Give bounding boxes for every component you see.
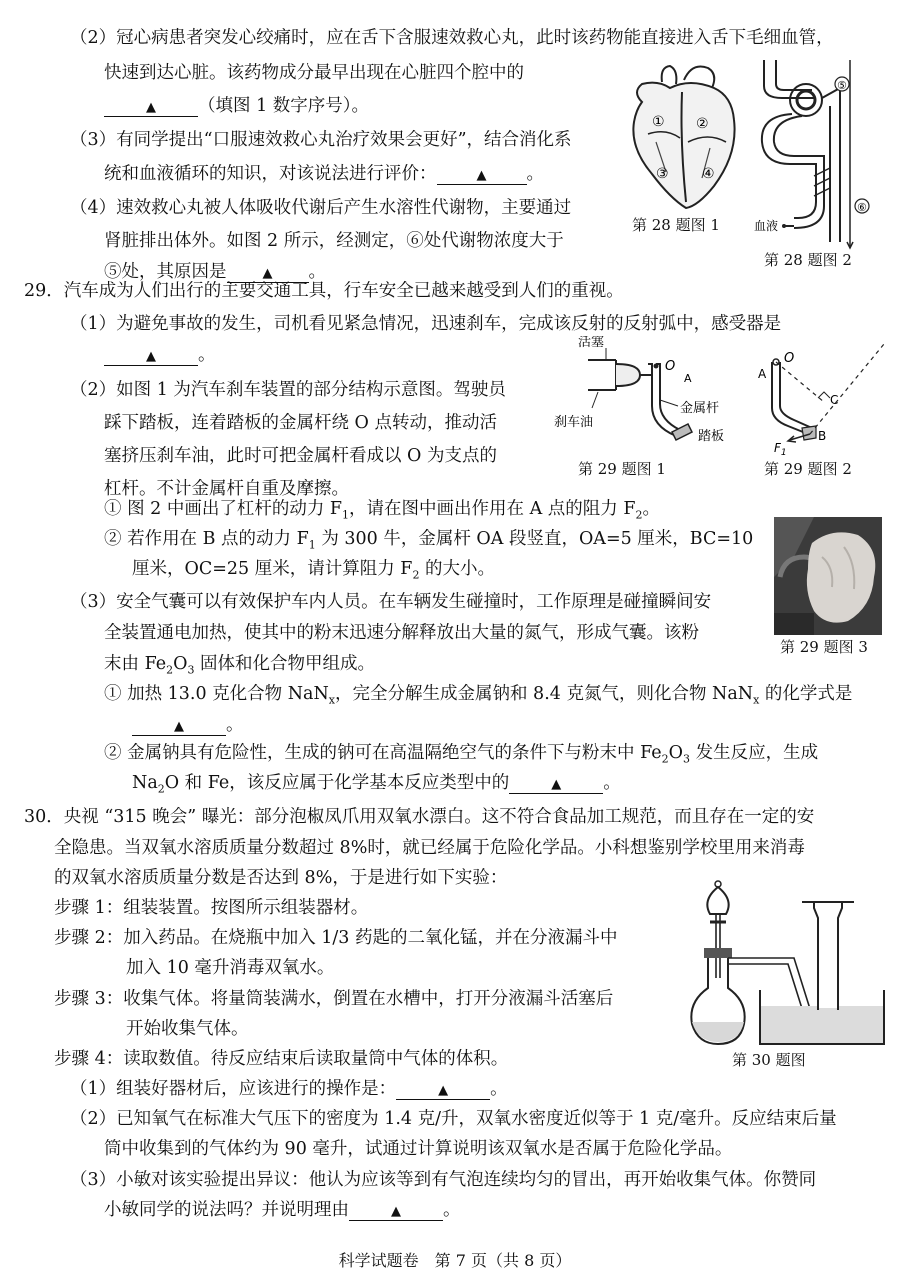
q28-p3-line2: 统和血液循环的知识，对该说法进行评价： ▲ 。	[104, 164, 544, 184]
q30-line2: 全隐患。当双氧水溶质质量分数超过 8%时，就已经属于危险化学品。小科想鉴别学校里用来消毒	[54, 838, 805, 858]
answer-blank[interactable]: ▲	[227, 266, 309, 283]
answer-blank[interactable]: ▲	[104, 349, 198, 366]
q30-step1: 步骤 1：组装装置。按图所示组装器材。	[54, 898, 369, 918]
lever-a-label: A	[758, 367, 767, 381]
lever-o-label: O	[784, 351, 795, 366]
q29-s1: ① 图 2 中画出了杠杆的动力 $F_1$，请在图中画出作用在 A 点的阻力 $F_2$。	[104, 499, 660, 522]
q28-p4-line3: ⑤处，其原因是 ▲ 。	[104, 262, 326, 282]
q29-p2-line2: 踩下踏板，连着踏板的金属杆绕 O 点转动，推动活	[104, 413, 497, 433]
answer-blank[interactable]: ▲	[349, 1204, 443, 1221]
piston-label: 活塞	[578, 336, 605, 350]
q30-line3: 的双氧水溶质质量分数是否达到 8%，于是进行如下实验：	[54, 868, 508, 888]
q30-step3-line2: 开始收集气体。	[126, 1019, 249, 1039]
brake-fluid-label: 刹车油	[554, 415, 594, 430]
q30-step2-line2: 加入 10 毫升消毒双氧水。	[126, 958, 335, 978]
q28-p3-line1: （3）有同学提出“口服速效救心丸治疗效果会更好”，结合消化系	[70, 130, 572, 150]
q29-fig2-caption: 第 29 题图 2	[764, 460, 852, 478]
q29-title: 29．汽车成为人们出行的主要交通工具，行车安全已越来越受到人们的重视。	[24, 281, 624, 301]
page-footer: 科学试题卷 第 7 页（共 8 页）	[338, 1251, 572, 1270]
q30-p2-line2: 筒中收集到的气体约为 90 毫升，试通过计算说明该双氧水是否属于危险化学品。	[104, 1139, 733, 1159]
answer-blank[interactable]: ▲	[437, 168, 527, 185]
lever-b-label: B	[818, 429, 827, 443]
q29-p3-s2-line1: ② 金属钠具有危险性，生成的钠可在高温隔绝空气的条件下与粉末中 $Fe_2O_3$ 发生反应，生成	[104, 743, 819, 766]
chamber-4-label: ④	[702, 166, 715, 182]
q29-fig3-caption: 第 29 题图 3	[780, 638, 868, 656]
chamber-2-label: ②	[696, 116, 709, 132]
q29-p3-line1: （3）安全气囊可以有效保护车内人员。在车辆发生碰撞时，工作原理是碰撞瞬间安	[70, 592, 712, 612]
q30-step3-line1: 步骤 3：收集气体。将量筒装满水，倒置在水槽中，打开分液漏斗活塞后	[54, 989, 614, 1009]
q29-p3-line2: 全装置通电加热，使其中的粉末迅速分解释放出大量的氮气，形成气囊。该粉	[104, 623, 699, 643]
q28-p2-line1: （2）冠心病患者突发心绞痛时，应在舌下含服速效救心丸，此时该药物能直接进入舌下毛细血管，	[70, 28, 834, 48]
q29-p3-s1-line1: ① 加热 13.0 克化合物 NaN$_x$，完全分解生成金属钠和 8.4 克氮气，则化合物 NaN$_x$ 的化学式是	[104, 684, 853, 707]
nephron-diagram	[754, 56, 882, 250]
q29-p1-line1: （1）为避免事故的发生，司机看见紧急情况，迅速刹车，完成该反射的反射弧中，感受器是	[70, 314, 782, 334]
answer-blank[interactable]: ▲	[104, 100, 198, 117]
q29-fig1-caption: 第 29 题图 1	[578, 460, 666, 478]
brake-diagram	[552, 336, 737, 454]
q28-p4-line2: 肾脏排出体外。如图 2 所示，经测定，⑥处代谢物浓度大于	[104, 231, 564, 251]
oxygen-apparatus-diagram	[688, 878, 888, 1046]
q28-p2-line2: 快速到达心脏。该药物成分最早出现在心脏四个腔中的	[104, 63, 524, 83]
lever-c-label: C	[830, 393, 839, 407]
metal-rod-label: 金属杆	[680, 401, 720, 416]
q29-p2-line4: 杠杆。不计金属杆自重及摩擦。	[104, 479, 349, 499]
q30-line1: 30．央视 “315 晚会” 曝光：部分泡椒凤爪用双氧水漂白。这不符合食品加工规范，而且存在一定的安	[24, 807, 815, 827]
q29-p1-line2: ▲ 。	[104, 343, 216, 367]
lever-diagram	[754, 344, 894, 456]
q29-p3-s1-line2: ▲ 。	[132, 713, 244, 737]
q29-p2-line3: 塞挤压刹车油，此时可把金属杆看成以 O 为支点的	[104, 446, 497, 466]
q30-p3-line2: 小敏同学的说法吗？并说明理由 ▲ 。	[104, 1200, 461, 1220]
point-5-label: ⑤	[837, 79, 847, 92]
q28-fig2-caption: 第 28 题图 2	[764, 251, 852, 269]
answer-blank[interactable]: ▲	[132, 719, 226, 736]
point-6-label: ⑥	[857, 201, 867, 214]
chamber-1-label: ①	[652, 114, 665, 130]
q29-p3-s2-line2: $Na_2O$ 和 Fe，该反应属于化学基本反应类型中的 ▲ 。	[132, 773, 621, 796]
q28-p2-line3: ▲ （填图 1 数字序号）。	[104, 94, 369, 118]
q30-step4: 步骤 4：读取数值。待反应结束后读取量筒中气体的体积。	[54, 1049, 509, 1069]
blood-label: 血液	[754, 219, 779, 233]
chamber-3-label: ③	[656, 166, 669, 182]
q30-step2-line1: 步骤 2：加入药品。在烧瓶中加入 1/3 药匙的二氧化锰，并在分液漏斗中	[54, 928, 618, 948]
pedal-label: 踏板	[698, 429, 725, 444]
heart-diagram	[622, 62, 752, 212]
pivot-o-label: O	[665, 359, 676, 374]
force-f1-label: $F_1$	[774, 441, 787, 456]
q29-p3-line3: 末由 $Fe_2O_3$ 固体和化合物甲组成。	[104, 654, 376, 677]
q29-s2-line2: 厘米，OC=25 厘米，请计算阻力 $F_2$ 的大小。	[132, 559, 495, 582]
answer-blank[interactable]: ▲	[509, 777, 603, 794]
q30-fig-caption: 第 30 题图	[732, 1051, 806, 1069]
q29-p2-line1: （2）如图 1 为汽车刹车装置的部分结构示意图。驾驶员	[70, 380, 506, 400]
q30-p2-line1: （2）已知氧气在标准大气压下的密度为 1.4 克/升，双氧水密度近似等于 1 克/毫升。反应结束后量	[70, 1109, 837, 1129]
point-a-label: A	[684, 372, 692, 385]
airbag-photo	[774, 517, 882, 635]
q30-p1: （1）组装好器材后，应该进行的操作是： ▲ 。	[70, 1079, 508, 1099]
q29-s2-line1: ② 若作用在 B 点的动力 $F_1$ 为 300 牛，金属杆 OA 段竖直，OA=5 厘米，BC=10	[104, 529, 754, 552]
q30-p3-line1: （3）小敏对该实验提出异议：他认为应该等到有气泡连续均匀的冒出，再开始收集气体。你赞同	[70, 1170, 817, 1190]
answer-blank[interactable]: ▲	[396, 1083, 490, 1100]
q28-fig1-caption: 第 28 题图 1	[632, 216, 720, 234]
q28-p4-line1: （4）速效救心丸被人体吸收代谢后产生水溶性代谢物，主要通过	[70, 198, 572, 218]
